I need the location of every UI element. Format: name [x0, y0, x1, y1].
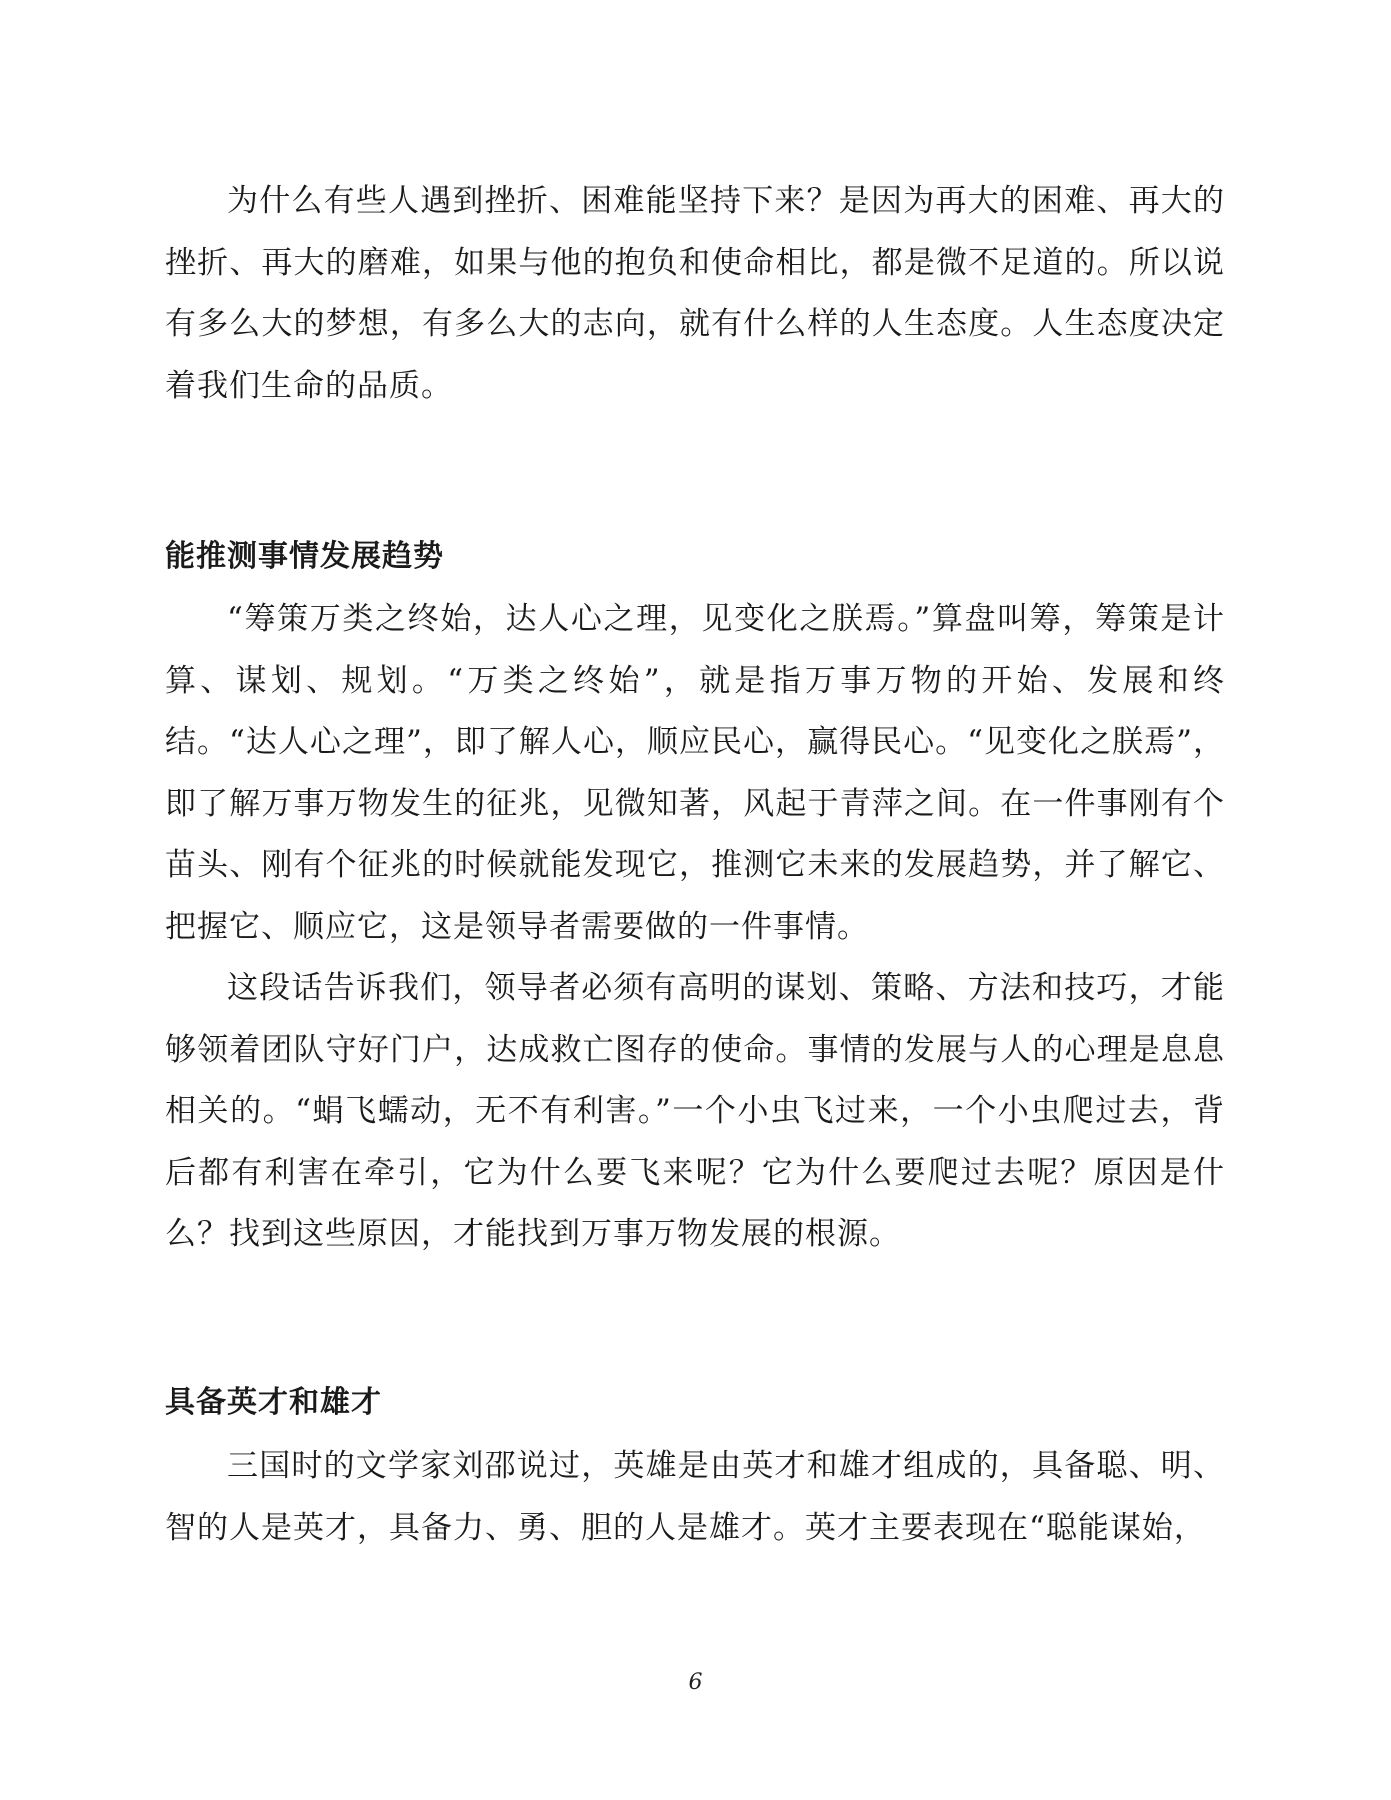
section-heading [165, 537, 1225, 577]
section-talent [165, 1436, 1225, 1559]
body-paragraph: 为什么有些人遇到挫折、困难能坚持下来？是因为再大的困难、再大的挫折、再大的磨难，如果与他的抱负和使命相比，都是微不足道的。所以说有多么大的梦想，有多么大的志向，就有什么样的人生态度。人生态度决定着我们生命的品质。 [165, 183, 1225, 404]
page-number: 6 [688, 1670, 703, 1695]
section-title: 能推测事情发展趋势 [165, 539, 444, 574]
section-intro [165, 171, 1225, 417]
section-title: 具备英才和雄才 [165, 1385, 382, 1420]
body-paragraph: 这段话告诉我们，领导者必须有高明的谋划、策略、方法和技巧，才能够领着团队守好门户，达成救亡图存的使命。事情的发展与人的心理是息息相关的。“蜎飞蠕动，无不有利害。”一个小虫飞过来，一个小虫爬过去，背后都有利害在牵引，它为什么要飞来呢？它为什么要爬过去呢？原因是什么？找到这些原因，才能找到万事万物发展的根源。 [165, 970, 1225, 1252]
body-paragraph: 三国时的文学家刘邵说过，英雄是由英才和雄才组成的，具备聪、明、智的人是英才，具备力、勇、胆的人是雄才。英才主要表现在“聪能谋始， [165, 1448, 1225, 1546]
section-trend [165, 589, 1225, 1266]
body-paragraph: “筹策万类之终始，达人心之理，见变化之朕焉。”算盘叫筹，筹策是计算、谋划、规划。“万类之终始”，就是指万事万物的开始、发展和终结。“达人心之理”，即了解人心，顺应民心，赢得民心。“见变化之朕焉”，即了解万事万物发生的征兆，见微知著，风起于青萍之间。在一件事刚有个苗头、刚有个征兆的时候就能发现它，推测它未来的发展趋势，并了解它、把握它、顺应它，这是领导者需要做的一件事情。 [165, 601, 1225, 945]
section-heading [165, 1383, 1225, 1423]
